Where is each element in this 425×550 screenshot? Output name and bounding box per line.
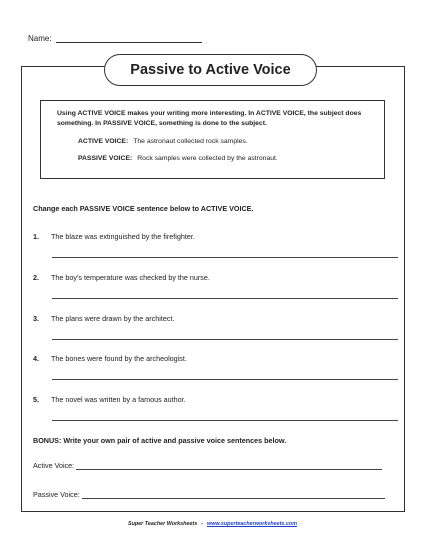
footer-url-link[interactable]: www.superteacherworksheets.com [207, 521, 297, 527]
question-number: 4. [33, 354, 39, 363]
active-sentence: The astronaut collected rock samples. [133, 138, 248, 145]
active-example [57, 138, 374, 145]
footer-brand: Super Teacher Worksheets [128, 521, 198, 527]
answer-line[interactable] [52, 339, 398, 340]
intro-box [40, 100, 385, 179]
answer-line[interactable] [52, 257, 398, 258]
question-number: 3. [33, 314, 39, 323]
passive-sentence: Rock samples were collected by the astronaut. [137, 155, 278, 162]
page-title: Passive to Active Voice [104, 54, 317, 86]
passive-example [57, 155, 374, 162]
question-sentence: The blaze was extinguished by the firefighter. [51, 232, 195, 241]
footer-separator: - [201, 521, 204, 527]
instructions: Change each PASSIVE VOICE sentence below to ACTIVE VOICE. [33, 204, 254, 213]
question-sentence: The bones were found by the archeologist. [51, 354, 187, 363]
bonus-prompt: BONUS: Write your own pair of active and passive voice sentences below. [33, 436, 287, 445]
passive-voice-label: Passive Voice: [33, 490, 80, 499]
question-number: 2. [33, 273, 39, 282]
question-sentence: The novel was written by a famous author. [51, 395, 186, 404]
intro-text: Using ACTIVE VOICE makes your writing more interesting. In ACTIVE VOICE, the subject does something. In PASSIVE VOICE, something is done to the subject. [57, 110, 362, 127]
answer-line[interactable] [52, 379, 398, 380]
name-input-line[interactable] [56, 34, 202, 43]
passive-voice-field [33, 490, 385, 499]
question-number: 1. [33, 232, 39, 241]
question-item [33, 354, 398, 384]
active-voice-field [33, 461, 382, 470]
question-sentence: The boy’s temperature was checked by the nurse. [51, 273, 210, 282]
answer-line[interactable] [52, 298, 398, 299]
question-number: 5. [33, 395, 39, 404]
answer-line[interactable] [52, 420, 398, 421]
name-field [28, 34, 202, 43]
footer [0, 521, 425, 527]
question-item [33, 395, 398, 425]
name-label: Name: [28, 34, 52, 43]
passive-label: PASSIVE VOICE: [78, 155, 133, 162]
active-voice-label: Active Voice: [33, 461, 75, 470]
question-item [33, 273, 398, 303]
question-sentence: The plans were drawn by the architect. [51, 314, 175, 323]
active-voice-line[interactable] [76, 462, 382, 470]
question-item [33, 232, 398, 262]
passive-voice-line[interactable] [82, 491, 385, 499]
active-label: ACTIVE VOICE: [78, 138, 129, 145]
question-item [33, 314, 398, 344]
